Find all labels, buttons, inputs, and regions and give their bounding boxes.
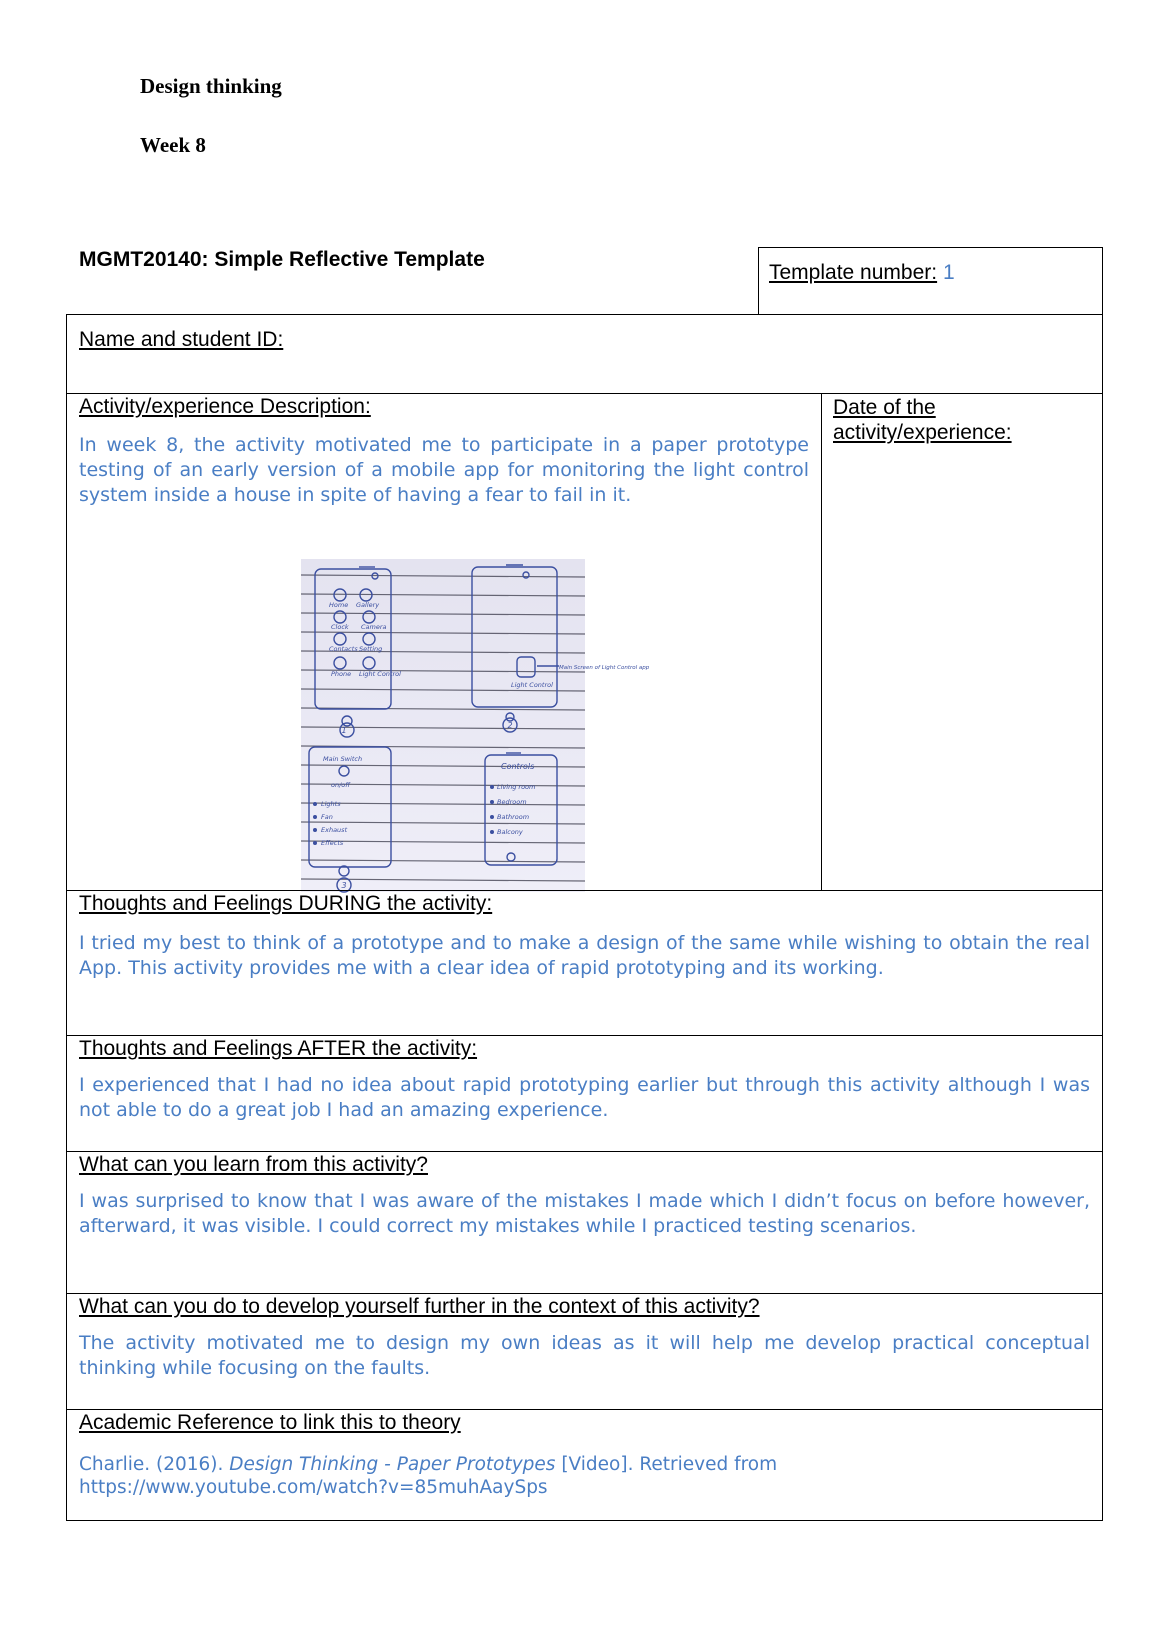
sketch-drawing [301,559,650,892]
sketch-number: 1 [341,726,347,735]
sketch-label: Bedroom [497,798,527,806]
activity-description-text: In week 8, the activity motivated me to participate in a paper prototype testing of an early version of a mobile app for monitoring the light control system inside a house in spite of having a fear to fail in it. [79,434,809,506]
develop-text: The activity motivated me to design my own ideas as it will help me develop practical conceptual thinking while focusing on the faults. [79,1332,1090,1379]
sketch-label: Balcony [497,828,523,836]
during-activity-label: Thoughts and Feelings DURING the activity: [79,892,493,915]
template-number-box [758,247,1103,314]
document-heading: Design thinking [140,74,282,98]
week-heading: Week 8 [140,133,206,157]
sketch-label: Phone [331,670,352,678]
develop-label: What can you do to develop yourself further in the context of this activity? [79,1295,760,1318]
sketch-label: Main Screen of Light Control app [559,665,650,671]
template-number-label: Template number: [769,261,938,284]
template-number-value: 1 [942,261,955,284]
divider [67,1151,1102,1152]
sketch-label: Gallery [356,601,380,609]
column-divider [821,393,822,890]
sketch-label: Fan [321,813,333,821]
sketch-label: Camera [361,623,387,631]
sketch-label: on/off [331,781,350,789]
sketch-label: Lights [321,800,341,808]
divider [67,1035,1102,1036]
divider [67,1293,1102,1294]
divider [67,890,1102,891]
reference-url: https://www.youtube.com/watch?v=85muhAaySps [79,1477,548,1498]
learn-label: What can you learn from this activity? [79,1153,428,1176]
reference-author: Charlie. (2016). [79,1454,224,1475]
sketch-label: Controls [501,762,535,771]
sketch-label: Main Switch [323,755,363,763]
sketch-label: Setting [359,645,383,653]
date-label [833,395,1012,445]
after-activity-label: Thoughts and Feelings AFTER the activity: [79,1037,478,1060]
learn-text: I was surprised to know that I was aware of the mistakes I made which I didn’t focus on before however, afterward, it was visible. I could correct my mistakes while I practiced testing scenarios. [79,1190,1090,1237]
date-label-line1: Date of the [833,396,936,419]
divider [67,1409,1102,1410]
reflective-table [66,314,1103,1521]
sketch-label: Living room [497,783,536,791]
paper-prototype-sketch [301,559,650,892]
sketch-label: Light Control [359,670,401,678]
during-activity-text: I tried my best to think of a prototype and to make a design of the same while wishing to obtain the real App. This activity provides me with a clear idea of rapid prototyping and its working. [79,932,1090,979]
sketch-label: Contacts [329,645,358,653]
sketch-number: 2 [507,721,513,730]
name-student-id-label: Name and student ID: [79,328,284,351]
sketch-label: Light Control [511,681,553,689]
academic-reference-text [79,1453,1090,1499]
date-label-line2: activity/experience: [833,421,1012,444]
sketch-label: Clock [331,623,349,631]
sketch-number: 3 [341,881,347,890]
academic-reference-label: Academic Reference to link this to theory [79,1411,461,1434]
after-activity-text: I experienced that I had no idea about rapid prototyping earlier but through this activity although I was not able to do a great job I had an amazing experience. [79,1074,1090,1121]
divider [67,393,1102,394]
activity-description-label: Activity/experience Description: [79,395,371,418]
reference-title: Design Thinking - Paper Prototypes [229,1454,556,1475]
sketch-label: Bathroom [497,813,530,821]
template-title: MGMT20140: Simple Reflective Template [79,248,485,271]
sketch-label: Home [329,601,349,609]
sketch-label: Exhaust [321,826,348,834]
sketch-label: Effects [321,839,344,847]
reference-suffix: [Video]. Retrieved from [561,1454,778,1475]
